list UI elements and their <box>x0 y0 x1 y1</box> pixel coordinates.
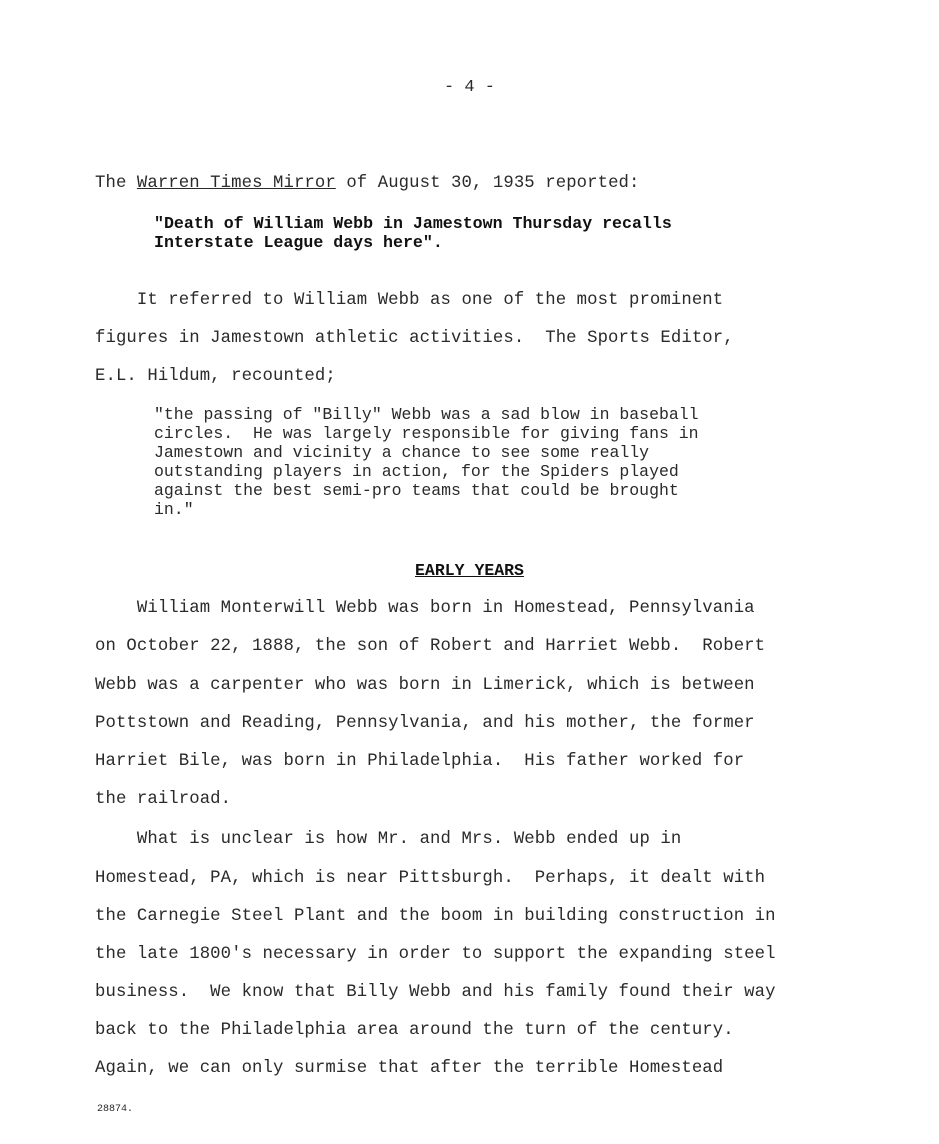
intro-line <box>95 174 640 193</box>
intro-suffix: of August 30, 1935 reported: <box>335 174 640 193</box>
quote-line: against the best semi-pro teams that could be brought <box>154 481 679 500</box>
section-heading: EARLY YEARS <box>415 561 524 580</box>
paragraph2-line: the railroad. <box>95 790 232 809</box>
paragraph3-line: Again, we can only surmise that after the terrible Homestead <box>95 1059 724 1078</box>
publication-title: Warren Times Mirror <box>136 174 336 193</box>
intro-prefix: The <box>95 174 137 193</box>
headline-line-2: Interstate League days here". <box>154 233 443 252</box>
paragraph1-line: E.L. Hildum, recounted; <box>95 367 336 386</box>
quote-line: outstanding players in action, for the Spiders played <box>154 462 679 481</box>
page-number: - 4 - <box>443 78 495 97</box>
paragraph1-line: It referred to William Webb as one of the most prominent <box>95 291 724 310</box>
quote-line: Jamestown and vicinity a chance to see some really <box>154 443 650 462</box>
paragraph1-line: figures in Jamestown athletic activities. The Sports Editor, <box>95 329 734 348</box>
paragraph2-line: Webb was a carpenter who was born in Limerick, which is between <box>95 676 755 695</box>
quote-line: in." <box>154 500 194 519</box>
paragraph3-line: the late 1800's necessary in order to support the expanding steel <box>95 945 776 964</box>
paragraph2-line: on October 22, 1888, the son of Robert and Harriet Webb. Robert <box>95 637 766 656</box>
paragraph3-line: back to the Philadelphia area around the turn of the century. <box>95 1021 734 1040</box>
quote-line: "the passing of "Billy" Webb was a sad blow in baseball <box>154 405 699 424</box>
paragraph3-line: Homestead, PA, which is near Pittsburgh. Perhaps, it dealt with <box>95 869 766 888</box>
quote-line: circles. He was largely responsible for giving fans in <box>154 424 699 443</box>
footer-code: 28874. <box>97 1104 134 1115</box>
paragraph3-line: business. We know that Billy Webb and his family found their way <box>95 983 776 1002</box>
paragraph2-line: William Monterwill Webb was born in Homestead, Pennsylvania <box>95 599 755 618</box>
paragraph2-line: Pottstown and Reading, Pennsylvania, and his mother, the former <box>95 714 755 733</box>
paragraph3-line: the Carnegie Steel Plant and the boom in building construction in <box>95 907 776 926</box>
paragraph3-line: What is unclear is how Mr. and Mrs. Webb ended up in <box>95 830 682 849</box>
headline-line-1: "Death of William Webb in Jamestown Thursday recalls <box>154 214 672 233</box>
paragraph2-line: Harriet Bile, was born in Philadelphia. His father worked for <box>95 752 745 771</box>
